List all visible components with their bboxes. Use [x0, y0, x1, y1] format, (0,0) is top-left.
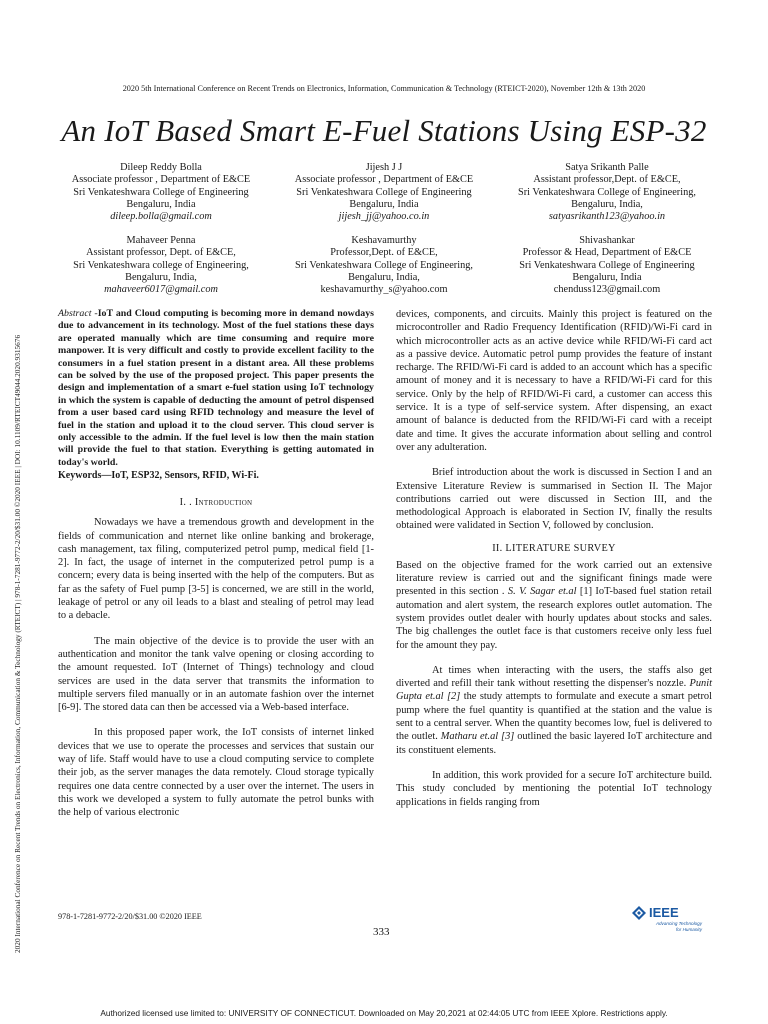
citation: Punit Gupta et.al [2]	[396, 678, 712, 703]
section-heading-introduction: I. . Introduction	[179, 497, 253, 509]
author-name: Keshavamurthy	[351, 235, 417, 246]
paragraph: Brief introduction about the work is discussed in Section I and an Extensive Literature Review is summarised in Section II. The Major contributions carried out were discussed in Section III, and the methodological Approach is elaborated in Section IV, finally the results obtained were validated in Section V, followed by conclusion.	[396, 467, 712, 532]
paragraph: In this proposed paper work, the IoT consists of internet linked devices that we use to operate the processes and services that sustain our way of life. Staff would have to use a cloud computing service to complete their job, as the server manages the data remotely. Cloud storage typically requires one data centre connected by a user over the internet. The users in this work we developed a system to fully automate the petrol bunks with the help of various electronic	[58, 727, 374, 819]
author-email: satyasrikanth123@yahoo.in	[548, 211, 666, 223]
citation: Matharu et.al [3]	[440, 731, 515, 743]
right-body	[396, 308, 712, 533]
author-city: Bengaluru, India	[349, 198, 419, 210]
paragraph	[396, 559, 712, 652]
text-run: Based on the objective framed for the work carried out an extensive literature review is carried out and the significant finings made were presented in this section .	[396, 559, 712, 598]
author-block	[46, 162, 276, 223]
author-block	[492, 162, 722, 223]
text-run: outlined the basic layered IoT architecture and its constituent elements.	[396, 731, 713, 756]
author-role: Assistant professor,Dept. of E&CE,	[533, 174, 681, 186]
author-block	[269, 162, 499, 223]
author-name: Satya Srikanth Palle	[565, 162, 649, 173]
author-city: Bengaluru, India,	[571, 198, 643, 210]
author-institution: Sri Venkateshwara College of Engineering	[73, 186, 249, 198]
text-run: [1] IoT-based fuel station retail automation and alert system, the research explores outlet automation. The system provides outlet dealer with hourly updates about stocks and sales. The big challenges the outlet face is that customers receive only less fuel for the amount they pay.	[396, 586, 712, 651]
author-email: chenduss123@gmail.com	[553, 284, 661, 296]
author-role: Associate professor , Department of E&CE	[71, 174, 251, 186]
paragraph	[396, 664, 712, 757]
left-column	[58, 308, 374, 820]
text-run: At times when interacting with the users, the staffs also get diverted and refill their tank without resetting the dispenser's nozzle.	[396, 664, 712, 690]
paragraph: In addition, this work provided for a secure IoT architecture build. This study concluded by mentioning the potential IoT technology applications in fields ranging from	[396, 769, 712, 808]
author-block	[269, 235, 499, 296]
side-doi-text: 2020 International Conference on Recent Trends on Electronics, Information, Communication & Technology (RTEICT) | 978-1-7281-9772-2/20/$31.00 ©2020 IEEE | DOI: 10.1109/RTEICT49044.2020.9315676	[13, 334, 22, 953]
author-institution: Sri Venkateshwara College of Engineering,	[518, 186, 696, 198]
footer-isbn: 978-1-7281-9772-2/20/$31.00 ©2020 IEEE	[58, 912, 202, 921]
author-city: Bengaluru, India,	[348, 271, 420, 283]
right-column	[396, 308, 712, 809]
ieee-diamond-icon	[632, 906, 646, 920]
author-institution: Sri Venkateshwara College of Engineering	[296, 186, 472, 198]
section-heading-literature-survey: II. LITERATURE SURVEY	[492, 542, 616, 554]
license-notice: Authorized licensed use limited to: UNIVERSITY OF CONNECTICUT. Downloaded on May 20,2021 at 02:44:05 UTC from IEEE Xplore. Restrictions apply.	[100, 1008, 668, 1018]
author-role: Professor,Dept. of E&CE,	[330, 247, 438, 259]
author-role: Assistant professor, Dept. of E&CE,	[86, 247, 236, 259]
ieee-logo	[632, 905, 702, 933]
author-institution: Sri Venkateshwara College of Engineering	[519, 259, 695, 271]
author-role: Professor & Head, Department of E&CE	[522, 247, 692, 259]
paragraph: Nowadays we have a tremendous growth and development in the fields of communication and nternet like online banking and brokerage, cash management, tax filing, computerized petrol pump, medical field [1-2]. In fact, the usage of internet in the computerized petrol pump is a concern; every data is being inserted with the help of the computers. But as far as the safety of Fuel pump [3-5] is concerned, we are still in the world, leakage of petrol or any oil leads to a blast and stealing of petrol may lead to a debacle.	[58, 517, 374, 622]
author-city: Bengaluru, India,	[125, 271, 197, 283]
citation: S. V. Sagar et.al	[507, 586, 577, 598]
author-city: Bengaluru, India	[572, 271, 642, 283]
page-number: 333	[373, 926, 390, 938]
conference-header: 2020 5th International Conference on Recent Trends on Electronics, Information, Communication & Technology (RTEICT-2020), November 12th & 13th 2020	[122, 84, 646, 93]
author-block	[46, 235, 276, 296]
text-run: the study attempts to formulate and execute a smart petrol pump where the fuel quantity is quantified at the station and the value is sent to a central server. When the quantity becomes low, fuel is delivered to the outlet.	[396, 691, 712, 743]
author-email: jijesh_jj@yahoo.co.in	[338, 211, 430, 223]
abstract-label: Abstract -	[58, 308, 98, 319]
author-block	[492, 235, 722, 296]
author-institution: Sri Venkateshwara college of Engineering,	[73, 259, 249, 271]
author-institution: Sri Venkateshwara College of Engineering,	[295, 259, 473, 271]
author-city: Bengaluru, India	[126, 198, 196, 210]
ieee-wordmark: IEEE	[649, 905, 679, 920]
ieee-tagline-line: Advancing Technology	[655, 921, 702, 926]
author-email: mahaveer6017@gmail.com	[104, 284, 218, 296]
paper-title: An IoT Based Smart E-Fuel Stations Using ESP-32	[61, 113, 707, 148]
author-name: Jijesh J J	[365, 162, 403, 173]
introduction-body	[58, 516, 374, 819]
paragraph: The main objective of the device is to provide the user with an authentication and monitor the tank valve opening or closing according to the amount requested. IoT (Internet of Things) technology and cloud services are used in the data server that transmits the information to multiple servers filed manually or in an automate fashion over the internet [6-9]. The stored data can then be accessed via a Web-based interface.	[58, 635, 374, 714]
author-email: dileep.bolla@gmail.com	[110, 211, 212, 223]
paragraph: devices, components, and circuits. Mainly this project is featured on the microcontroller and Radio Frequency Identification (RFID)/Wi-Fi card in which microcontroller acts as an active device while RFID/Wi-Fi card act as a passive device. Automatic petrol pump provides the feature of instant recharge. The RFID/Wi-Fi card is added to an account which has a specific amount of money and it is necessary to have a RFID/Wi-Fi card for this service. Only by the help of RFID/Wi-Fi card, a customer can access this service. It is a type of self-service system. After dispensing, an exact amount of balance is deducted from the RFID/Wi-Fi card with a receipt date and time. It gives the accurate information about selling and control over any adulteration.	[396, 309, 712, 453]
author-name: Dileep Reddy Bolla	[120, 162, 202, 173]
author-name: Shivashankar	[579, 235, 635, 246]
author-name: Mahaveer Penna	[126, 235, 196, 246]
abstract	[58, 308, 374, 469]
ieee-tagline-line: for Humanity	[675, 927, 702, 932]
author-email: keshavamurthy_s@yahoo.com	[320, 284, 448, 296]
literature-body	[396, 559, 712, 809]
author-role: Associate professor , Department of E&CE	[294, 174, 474, 186]
abstract-text: IoT and Cloud computing is becoming more in demand nowdays due to advancement in its technology. Most of the fuel stations these days are operated manually which are time consuming and require more manpower. It is very difficult and costly to provide excellent facility to the consumers in a fuel station present in a distant area. All these problems can be solved by the use of the proposed project. This paper presents the design and implementation of a smart e-fuel station using IoT technology in which the system is capable of deducting the amount of petrol dispensed from a user based card using RFID technology and measure the level of fuel in the station and upload it to the cloud server. This cloud server is only accessible to the admin. If the fuel level is low then the main station will provide the fuel to that station. Everything is getting automated in today's world.	[58, 308, 374, 468]
keywords: Keywords—IoT, ESP32, Sensors, RFID, Wi-Fi.	[58, 470, 259, 482]
ieee-tagline	[632, 921, 702, 933]
